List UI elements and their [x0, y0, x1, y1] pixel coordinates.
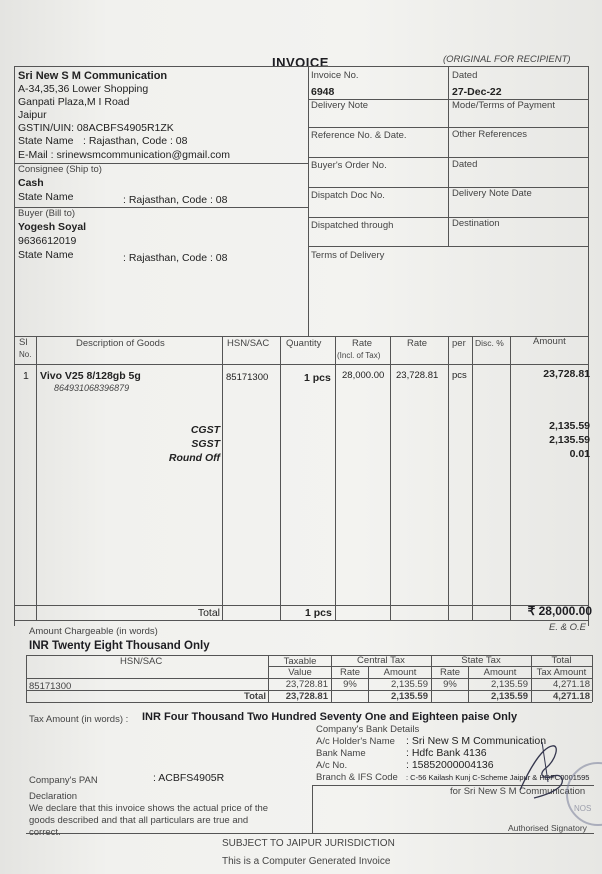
bank-heading: Company's Bank Details	[316, 724, 420, 735]
declaration-line-2: goods described and that all particulars are true and	[29, 815, 249, 826]
dispatched-through-label: Dispatched through	[311, 220, 394, 231]
seller-gstin: GSTIN/UIN: 08ACBFS4905R1ZK	[18, 122, 174, 134]
tax-col-total-1: Total	[551, 655, 572, 666]
col-rate: Rate	[407, 338, 428, 349]
cgst-amount: 2,135.59	[549, 420, 590, 432]
item-hsn: 85171300	[226, 372, 269, 383]
destination-label: Destination	[452, 218, 500, 229]
col-rate-incl: Rate	[352, 338, 373, 349]
seller-email: E-Mail : srinewsmcommunication@gmail.com	[18, 149, 230, 161]
tax-col-central: Central Tax	[357, 655, 405, 666]
col-sl: Sl	[19, 337, 28, 348]
consignee-name: Cash	[18, 177, 44, 189]
amount-words-label: Amount Chargeable (in words)	[29, 626, 158, 637]
terms-of-delivery-label: Terms of Delivery	[311, 250, 385, 261]
item-imei: 864931068396879	[54, 383, 130, 393]
declaration-label: Declaration	[29, 791, 78, 802]
tax-col-taxable-2: Value	[288, 667, 312, 678]
tax-total-total: 4,271.18	[553, 691, 590, 702]
order-dated-label: Dated	[452, 159, 478, 170]
col-quantity: Quantity	[286, 338, 322, 349]
consignee-state-label: State Name	[18, 191, 74, 203]
computer-generated-note: This is a Computer Generated Invoice	[222, 856, 391, 867]
tax-col-hsn: HSN/SAC	[120, 656, 163, 667]
sgst-amount: 2,135.59	[549, 434, 590, 446]
buyer-state: : Rajasthan, Code : 08	[123, 252, 228, 264]
declaration-line-1: We declare that this invoice shows the actual price of the	[29, 803, 269, 814]
seller-address-2: Ganpati Plaza,M I Road	[18, 96, 130, 108]
tax-row-taxable: 23,728.81	[285, 679, 328, 690]
seller-state-label: State Name	[18, 135, 74, 147]
invoice-title: INVOICE	[272, 55, 329, 70]
invoice-date: 27-Dec-22	[452, 86, 502, 98]
buyer-phone: 9636612019	[18, 235, 77, 247]
seller-name: Sri New S M Communication	[18, 70, 168, 82]
bank-acno: : 15852000004136	[406, 759, 494, 771]
tax-total-state: 2,135.59	[491, 691, 528, 702]
invoice-no-label: Invoice No.	[311, 70, 359, 81]
tax-row-central-amount: 2,135.59	[391, 679, 428, 690]
item-rate: 23,728.81	[396, 370, 439, 381]
tax-amount-in-words: INR Four Thousand Two Hundred Seventy One and Eighteen paise Only	[142, 711, 518, 723]
for-company: for Sri New S M Communication	[450, 786, 586, 797]
company-pan: : ACBFS4905R	[153, 772, 225, 784]
col-hsn: HSN/SAC	[227, 338, 270, 349]
total-quantity: 1 pcs	[305, 607, 332, 619]
delivery-note-label: Delivery Note	[311, 100, 369, 111]
buyer-state-label: State Name	[18, 249, 74, 261]
tax-row-state-amount: 2,135.59	[491, 679, 528, 690]
tax-col-taxable-1: Taxable	[283, 656, 317, 667]
round-off-label: Round Off	[168, 452, 220, 464]
eoe-label: E. & O.E	[549, 622, 586, 633]
other-references-label: Other References	[452, 129, 527, 140]
bank-name-label: Bank Name	[316, 748, 366, 759]
bank-holder-label: A/c Holder's Name	[316, 736, 395, 747]
copy-label: (ORIGINAL FOR RECIPIENT)	[443, 54, 571, 65]
col-per: per	[452, 338, 466, 349]
tax-row-state-rate: 9%	[443, 679, 457, 690]
tax-total-label: Total	[244, 691, 266, 702]
tax-col-total-2: Tax Amount	[536, 667, 587, 678]
dated-label: Dated	[452, 70, 478, 81]
col-rate-incl-note: (Incl. of Tax)	[337, 351, 381, 360]
jurisdiction: SUBJECT TO JAIPUR JURISDICTION	[222, 838, 395, 849]
tax-col-state-amount: Amount	[483, 667, 517, 678]
item-amount: 23,728.81	[543, 368, 590, 380]
tax-row-total: 4,271.18	[553, 679, 590, 690]
bank-branch-label: Branch & IFS Code	[316, 772, 398, 783]
invoice-no: 6948	[311, 86, 335, 98]
tax-total-taxable: 23,728.81	[285, 691, 328, 702]
company-stamp: NOS	[566, 762, 602, 826]
buyer-name: Yogesh Soyal	[18, 221, 87, 233]
declaration-line-3: correct.	[29, 827, 61, 838]
tax-col-state: State Tax	[461, 655, 501, 666]
bank-acno-label: A/c No.	[316, 760, 348, 771]
cgst-label: CGST	[190, 424, 220, 436]
delivery-note-date-label: Delivery Note Date	[452, 188, 532, 199]
item-sl: 1	[23, 370, 29, 382]
signature	[512, 738, 572, 806]
tax-row-hsn: 85171300	[29, 681, 72, 692]
tax-col-state-rate: Rate	[439, 667, 461, 678]
col-amount: Amount	[533, 336, 566, 347]
seller-address-3: Jaipur	[18, 109, 47, 121]
tax-col-central-rate: Rate	[339, 667, 361, 678]
col-disc: Disc. %	[475, 338, 504, 348]
consignee-label: Consignee (Ship to)	[18, 164, 102, 175]
tax-total-central: 2,135.59	[391, 691, 428, 702]
amount-in-words: INR Twenty Eight Thousand Only	[29, 640, 210, 652]
round-off-amount: 0.01	[569, 448, 590, 460]
item-description: Vivo V25 8/128gb 5g	[40, 370, 141, 382]
sgst-label: SGST	[191, 438, 220, 450]
item-rate-incl: 28,000.00	[342, 370, 385, 381]
total-amount: ₹ 28,000.00	[527, 604, 592, 618]
bank-holder: : Sri New S M Communication	[406, 735, 547, 747]
consignee-state: : Rajasthan, Code : 08	[123, 194, 228, 206]
item-quantity: 1 pcs	[304, 372, 331, 384]
item-per: pcs	[452, 370, 467, 381]
tax-words-label: Tax Amount (in words) :	[29, 714, 129, 725]
tax-row-central-rate: 9%	[343, 679, 357, 690]
seller-address-1: A-34,35,36 Lower Shopping	[18, 83, 149, 95]
reference-no-label: Reference No. & Date.	[311, 130, 407, 141]
buyer-label: Buyer (Bill to)	[18, 208, 76, 219]
authorised-signatory: Authorised Signatory	[508, 823, 587, 833]
buyers-order-label: Buyer's Order No.	[311, 160, 387, 171]
tax-col-central-amount: Amount	[383, 667, 417, 678]
dispatch-doc-label: Dispatch Doc No.	[311, 190, 385, 201]
mode-terms-label: Mode/Terms of Payment	[452, 100, 555, 111]
total-label: Total	[197, 607, 220, 619]
col-description: Description of Goods	[76, 338, 165, 349]
bank-name: : Hdfc Bank 4136	[406, 747, 487, 759]
pan-label: Company's PAN	[29, 775, 98, 786]
seller-state: : Rajasthan, Code : 08	[83, 135, 188, 147]
bank-branch: : C-56 Kailash Kunj C-Scheme Jaipur & HDFC0001595	[406, 773, 590, 782]
col-no: No.	[19, 350, 32, 359]
